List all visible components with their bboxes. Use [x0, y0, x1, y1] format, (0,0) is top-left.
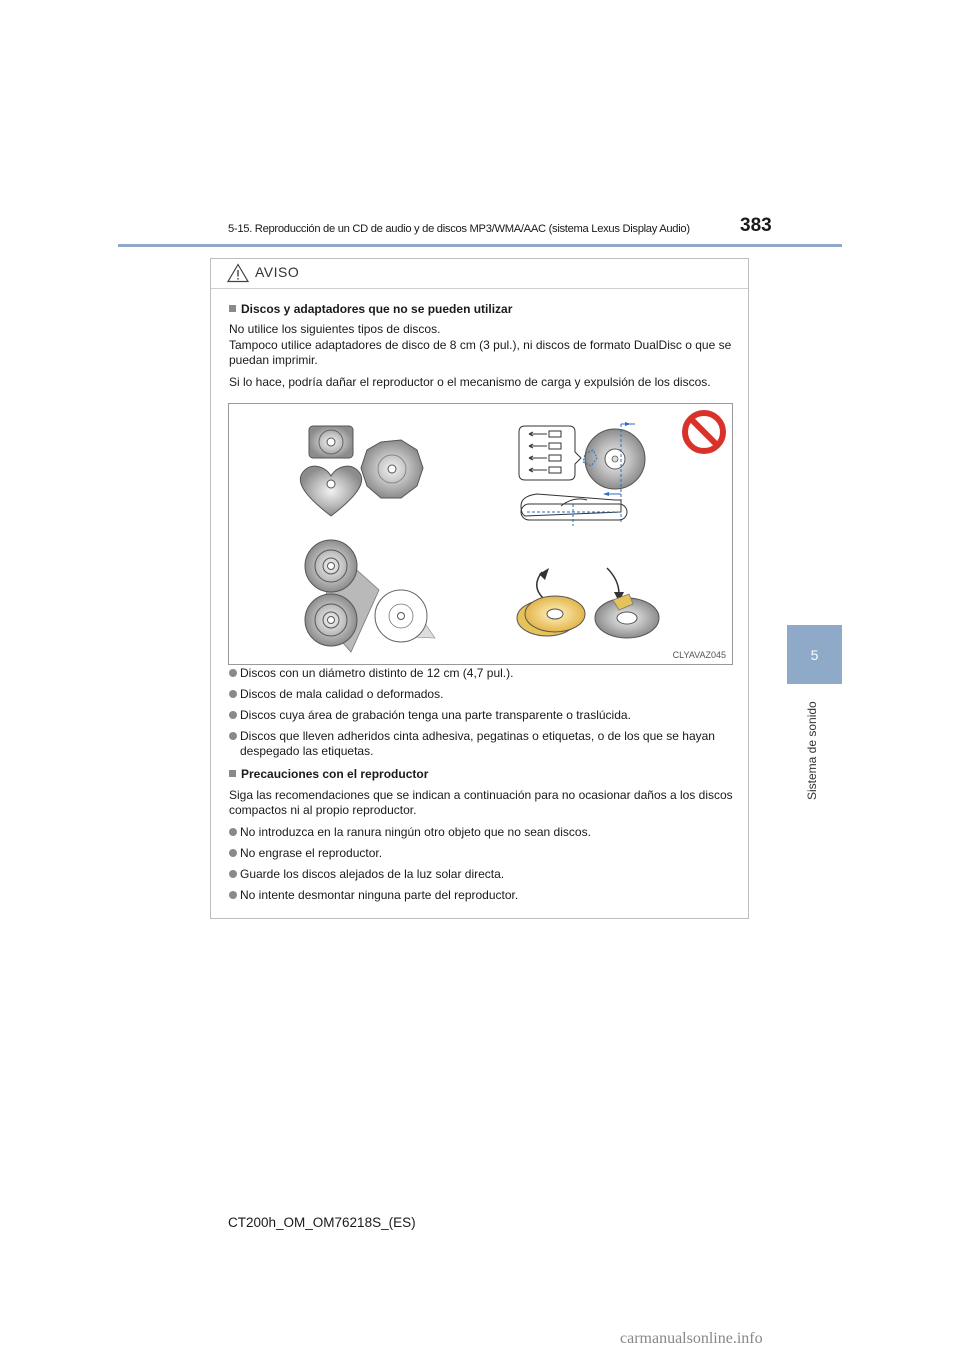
figure-code: CLYAVAZ045 — [672, 650, 726, 660]
list-item: Discos cuya área de grabación tenga una parte transparente o traslúcida. — [229, 708, 744, 723]
list-item: Discos que lleven adheridos cinta adhesiva, pegatinas o etiquetas, o de los que se hayan despegado las etiquetas. — [229, 729, 744, 759]
section-title-precautions: Precauciones con el reproductor — [229, 767, 428, 781]
octagon-disc-icon — [361, 440, 423, 498]
bullet-dot-icon — [229, 669, 237, 677]
bullet-dot-icon — [229, 732, 237, 740]
chapter-tab[interactable] — [787, 625, 842, 684]
chapter-label: Sistema de sonido — [805, 701, 819, 800]
square-bullet-icon — [229, 770, 236, 777]
square-disc-icon — [309, 426, 353, 458]
warped-disc-icon — [517, 568, 585, 636]
square-bullet-icon — [229, 305, 236, 312]
warning-triangle-icon — [227, 263, 249, 283]
bullet-dot-icon — [229, 870, 237, 878]
list-item: No intente desmontar ninguna parte del reproductor. — [229, 888, 744, 903]
heart-disc-icon — [300, 466, 361, 516]
bullet-dot-icon — [229, 891, 237, 899]
disc-adapter-icon — [305, 540, 435, 652]
list-item: No engrase el reproductor. — [229, 846, 744, 861]
warning-box — [210, 258, 749, 919]
chapter-header: 5-15. Reproducción de un CD de audio y de discos MP3/WMA/AAC (sistema Lexus Display Audio) — [228, 223, 690, 235]
bullet-dot-icon — [229, 849, 237, 857]
page-number: 383 — [740, 215, 772, 236]
list-item: Discos con un diámetro distinto de 12 cm (4,7 pul.). — [229, 666, 744, 681]
warning-header — [211, 259, 748, 289]
paragraph: Siga las recomendaciones que se indican a continuación para no ocasionar daños a los discos compactos ni al propio reproductor. — [229, 788, 733, 817]
bullet-dot-icon — [229, 711, 237, 719]
list-item: Guarde los discos alejados de la luz solar directa. — [229, 867, 744, 882]
paragraph: Tampoco utilice adaptadores de disco de 8 cm (3 pul.), ni discos de formato DualDisc o que se puedan imprimir. — [229, 338, 732, 367]
disc-types-figure — [229, 404, 733, 665]
manual-code: CT200h_OM_OM76218S_(ES) — [228, 1215, 416, 1230]
disc-illustration — [228, 403, 733, 665]
bullet-dot-icon — [229, 690, 237, 698]
paragraph: Si lo hace, podría dañar el reproductor o el mecanismo de carga y expulsión de los discos. — [229, 375, 711, 389]
watermark: carmanualsonline.info — [620, 1330, 763, 1347]
chapter-number: 5 — [810, 646, 819, 663]
bullet-dot-icon — [229, 828, 237, 836]
warning-title: AVISO — [255, 264, 300, 280]
list-item: No introduzca en la ranura ningún otro objeto que no sean discos. — [229, 825, 744, 840]
prohibited-icon — [685, 413, 723, 451]
header-divider — [118, 244, 842, 247]
paragraph: No utilice los siguientes tipos de discos. — [229, 322, 441, 336]
labeled-disc-icon — [595, 568, 659, 638]
section-title-discs: Discos y adaptadores que no se pueden utilizar — [229, 302, 512, 316]
list-item: Discos de mala calidad o deformados. — [229, 687, 744, 702]
transparent-disc-icon — [519, 422, 645, 526]
